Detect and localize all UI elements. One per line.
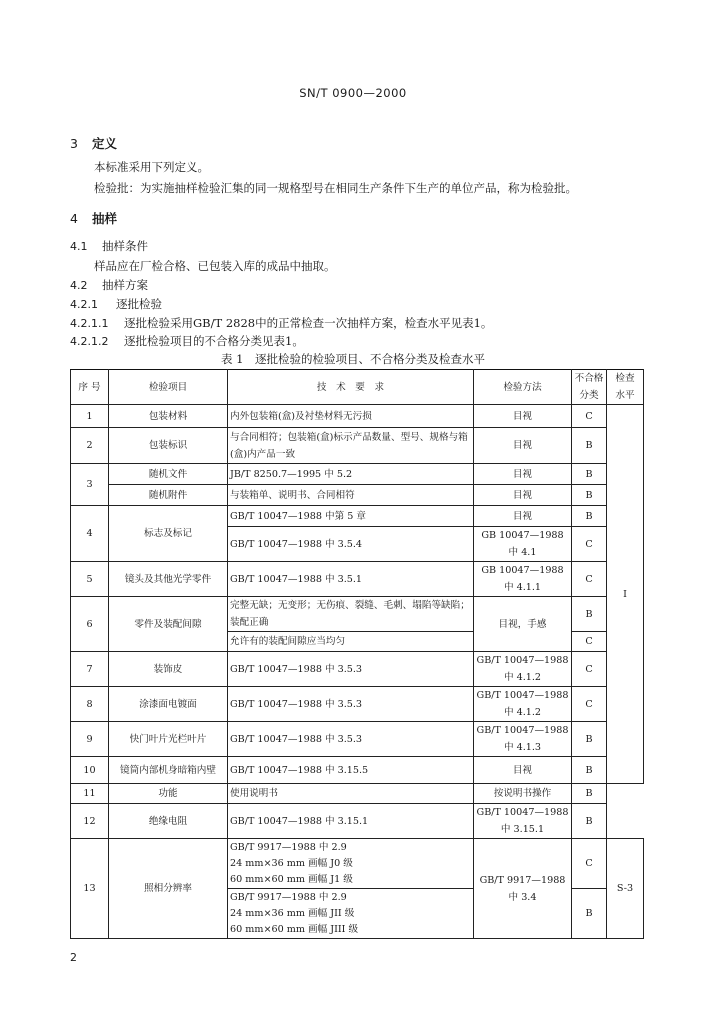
table-row — [71, 652, 644, 687]
cell-method: 目视 — [474, 428, 572, 464]
cell-method: 按说明书操作 — [474, 784, 572, 804]
cell-requirement: 完整无缺；无变形；无伤痕、裂缝、毛刺、塌陷等缺陷；装配正确 — [228, 597, 474, 632]
table-row — [71, 722, 644, 757]
cell-no: 5 — [71, 562, 109, 597]
cell-class: B — [572, 804, 607, 839]
section-4-2-1-2-number: 4.2.1.2 — [70, 335, 109, 348]
cell-class: B — [572, 757, 607, 784]
col-header-level: 检查 水平 — [607, 370, 644, 405]
cell-requirement: GB/T 10047—1988 中 3.5.4 — [228, 527, 474, 562]
section-4-2-1-2-text: 逐批检验项目的不合格分类见表1。 — [124, 334, 304, 348]
cell-level-lower: S-3 — [607, 839, 644, 939]
cell-method: GB 10047—1988 中 4.1.1 — [474, 562, 572, 597]
col-header-class: 不合格 分类 — [572, 370, 607, 405]
cell-requirement: GB/T 10047—1988 中 3.5.3 — [228, 722, 474, 757]
table-row — [71, 428, 644, 464]
cell-class: C — [572, 527, 607, 562]
cell-no: 10 — [71, 757, 109, 784]
section-4-1-heading — [70, 238, 148, 254]
table-caption: 表 1 逐批检验的检验项目、不合格分类及检查水平 — [221, 352, 485, 366]
section-4-1-paragraph: 样品应在厂检合格、已包装入库的成品中抽取。 — [94, 259, 336, 273]
col-header-item: 检验项目 — [109, 370, 228, 405]
table-row — [71, 804, 644, 839]
cell-class: B — [572, 597, 607, 632]
cell-item: 包装标识 — [109, 428, 228, 464]
section-3-paragraph-2: 检验批：为实施抽样检验汇集的同一规格型号在相同生产条件下生产的单位产品，称为检验批。 — [94, 181, 577, 195]
col-header-no: 序 号 — [71, 370, 109, 405]
cell-class: C — [572, 652, 607, 687]
inspection-table — [70, 369, 644, 939]
cell-no: 13 — [71, 839, 109, 939]
table-row — [71, 687, 644, 722]
cell-requirement: 使用说明书 — [228, 784, 474, 804]
section-4-2-1-2-heading — [70, 333, 304, 349]
section-4-2-title: 抽样方案 — [102, 278, 148, 292]
cell-requirement: GB/T 10047—1988 中 3.15.5 — [228, 757, 474, 784]
cell-requirement: JB/T 8250.7—1995 中 5.2 — [228, 464, 474, 485]
col-header-method: 检验方法 — [474, 370, 572, 405]
section-3-heading — [70, 134, 117, 152]
cell-item: 随机附件 — [109, 485, 228, 506]
section-4-2-1-number: 4.2.1 — [70, 298, 98, 311]
table-row — [71, 506, 644, 527]
section-4-heading — [70, 209, 117, 227]
cell-requirement: GB/T 10047—1988 中 3.5.1 — [228, 562, 474, 597]
cell-class: C — [572, 632, 607, 652]
table-row — [71, 464, 644, 485]
cell-no: 6 — [71, 597, 109, 652]
section-4-2-heading — [70, 277, 148, 293]
cell-class: B — [572, 722, 607, 757]
cell-no: 7 — [71, 652, 109, 687]
cell-item: 快门叶片光栏叶片 — [109, 722, 228, 757]
cell-class: B — [572, 889, 607, 939]
cell-level-upper: I — [607, 405, 644, 784]
cell-method: 目视 — [474, 405, 572, 428]
section-4-title: 抽样 — [92, 211, 118, 226]
cell-requirement: 与合同相符；包装箱(盒)标示产品数量、型号、规格与箱(盒)内产品一致 — [228, 428, 474, 464]
section-4-2-1-heading — [70, 296, 162, 312]
cell-item: 标志及标记 — [109, 506, 228, 562]
cell-item: 包装材料 — [109, 405, 228, 428]
cell-method: 目视 — [474, 464, 572, 485]
cell-requirement: 与装箱单、说明书、合同相符 — [228, 485, 474, 506]
cell-item: 绝缘电阻 — [109, 804, 228, 839]
cell-requirement: 允许有的装配间隙应当均匀 — [228, 632, 474, 652]
cell-class: C — [572, 405, 607, 428]
table-row — [71, 839, 644, 889]
cell-class: B — [572, 784, 607, 804]
cell-requirement: 内外包装箱(盒)及衬垫材料无污损 — [228, 405, 474, 428]
cell-item: 镜筒内部机身暗箱内壁 — [109, 757, 228, 784]
cell-method: GB/T 10047—1988 中 3.15.1 — [474, 804, 572, 839]
cell-method: GB 10047—1988 中 4.1 — [474, 527, 572, 562]
table-row — [71, 405, 644, 428]
cell-no: 11 — [71, 784, 109, 804]
cell-method: GB/T 10047—1988 中 4.1.3 — [474, 722, 572, 757]
cell-no: 8 — [71, 687, 109, 722]
section-4-2-1-1-text: 逐批检验采用GB/T 2828中的正常检查一次抽样方案，检查水平见表1。 — [124, 316, 493, 330]
cell-requirement: GB/T 9917—1988 中 2.9 24 mm×36 mm 画幅 J0 级 60 mm×60 mm 画幅 J1 级 — [228, 839, 474, 889]
section-4-2-1-title: 逐批检验 — [116, 297, 162, 311]
cell-class: B — [572, 506, 607, 527]
cell-no: 4 — [71, 506, 109, 562]
table-header-row — [71, 370, 644, 405]
cell-item: 装饰皮 — [109, 652, 228, 687]
cell-requirement: GB/T 9917—1988 中 2.9 24 mm×36 mm 画幅 JII 级 60 mm×60 mm 画幅 JIII 级 — [228, 889, 474, 939]
cell-requirement: GB/T 10047—1988 中 3.15.1 — [228, 804, 474, 839]
cell-class: C — [572, 687, 607, 722]
cell-item: 零件及装配间隙 — [109, 597, 228, 652]
cell-class: C — [572, 839, 607, 889]
cell-no: 9 — [71, 722, 109, 757]
cell-no: 2 — [71, 428, 109, 464]
cell-method: GB/T 10047—1988 中 4.1.2 — [474, 687, 572, 722]
cell-requirement: GB/T 10047—1988 中第 5 章 — [228, 506, 474, 527]
cell-class: C — [572, 562, 607, 597]
table-row — [71, 597, 644, 632]
cell-method: 目视 — [474, 506, 572, 527]
cell-method: GB/T 10047—1988 中 4.1.2 — [474, 652, 572, 687]
cell-item: 随机文件 — [109, 464, 228, 485]
cell-class: B — [572, 428, 607, 464]
section-3-paragraph-1: 本标准采用下列定义。 — [94, 160, 209, 174]
cell-item: 功能 — [109, 784, 228, 804]
cell-item: 镜头及其他光学零件 — [109, 562, 228, 597]
section-3-title: 定义 — [92, 136, 118, 151]
table-row — [71, 757, 644, 784]
cell-no: 12 — [71, 804, 109, 839]
cell-class: B — [572, 464, 607, 485]
cell-method: 目视 — [474, 485, 572, 506]
table-row — [71, 562, 644, 597]
section-4-number: 4 — [70, 211, 78, 226]
cell-method: 目视，手感 — [474, 597, 572, 652]
cell-item: 照相分辨率 — [109, 839, 228, 939]
section-4-2-1-1-number: 4.2.1.1 — [70, 317, 109, 330]
section-4-2-1-1-heading — [70, 315, 492, 331]
cell-class: B — [572, 485, 607, 506]
cell-no: 3 — [71, 464, 109, 506]
cell-item: 涂漆面电镀面 — [109, 687, 228, 722]
cell-requirement: GB/T 10047—1988 中 3.5.3 — [228, 687, 474, 722]
cell-requirement: GB/T 10047—1988 中 3.5.3 — [228, 652, 474, 687]
section-4-1-title: 抽样条件 — [102, 239, 148, 253]
cell-method: 目视 — [474, 757, 572, 784]
section-4-2-number: 4.2 — [70, 279, 88, 292]
table-row — [71, 784, 644, 804]
col-header-requirement: 技 术 要 求 — [228, 370, 474, 405]
section-4-1-number: 4.1 — [70, 240, 88, 253]
cell-method: GB/T 9917—1988 中 3.4 — [474, 839, 572, 939]
page-number: 2 — [70, 951, 77, 964]
section-3-number: 3 — [70, 136, 78, 151]
cell-no: 1 — [71, 405, 109, 428]
running-header: SN/T 0900—2000 — [299, 86, 407, 100]
table-row — [71, 485, 644, 506]
